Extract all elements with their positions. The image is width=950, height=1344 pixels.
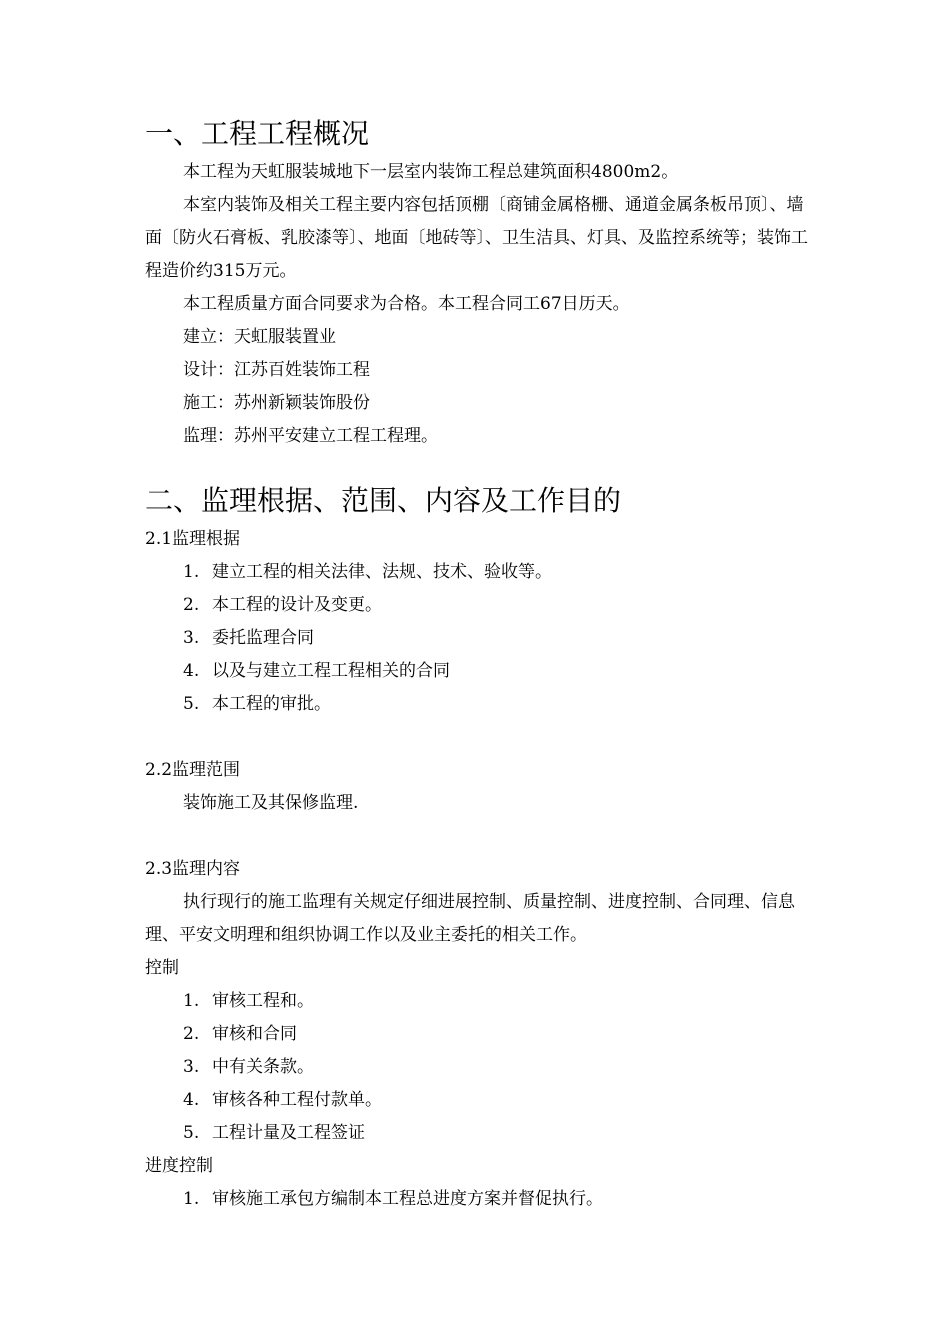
project-quality-paragraph: 本工程质量方面合同要求为合格。本工程合同工67日历天。 [183,294,630,314]
list-item [145,1183,810,1216]
list-item-number: 2. [183,1024,200,1044]
project-area-paragraph: 本工程为天虹服装城地下一层室内装饰工程总建筑面积4800m2。 [183,162,679,182]
list-item-text: 审核各种工程付款单。 [212,1090,382,1110]
basis-heading: 2.1监理根据 [145,529,241,549]
list-item [145,1018,810,1051]
list-item-number: 3. [183,628,200,648]
list-item-number: 5. [183,694,200,714]
section-1-title: 一、工程工程概况 [145,117,370,150]
list-item-number: 2. [183,595,200,615]
list-item-text: 以及与建立工程工程相关的合同 [212,661,450,681]
list-item [145,655,810,688]
list-item [145,556,810,589]
list-item-text: 建立工程的相关法律、法规、技术、验收等。 [212,562,552,582]
supervisor-line: 监理：苏州平安建立工程工程理。 [183,426,438,446]
list-item-number: 3. [183,1057,200,1077]
progress-list [145,1183,810,1216]
progress-label: 进度控制 [145,1156,213,1176]
list-item-text: 工程计量及工程签证 [212,1123,365,1143]
content-text: 执行现行的施工监理有关规定仔细进展控制、质量控制、进度控制、合同理、信息理、平安文明理和组织协调工作以及业主委托的相关工作。 [145,892,795,945]
list-item [145,1051,810,1084]
constructor-line: 施工：苏州新颖装饰股份 [183,393,370,413]
list-item-text: 本工程的审批。 [212,694,331,714]
control-list [145,985,810,1150]
list-item [145,985,810,1018]
list-item [145,1117,810,1150]
list-item [145,622,810,655]
list-item-number: 4. [183,661,200,681]
content-heading: 2.3监理内容 [145,859,241,879]
list-item-text: 审核工程和。 [212,991,314,1011]
list-item-text: 审核施工承包方编制本工程总进度方案并督促执行。 [212,1189,603,1209]
scope-text: 装饰施工及其保修监理. [183,793,359,813]
list-item-text: 中有关条款。 [212,1057,314,1077]
list-item-text: 审核和合同 [212,1024,297,1044]
list-item [145,688,810,721]
scope-heading: 2.2监理范围 [145,760,241,780]
designer-line: 设计：江苏百姓装饰工程 [183,360,370,380]
control-label: 控制 [145,958,179,978]
list-item [145,589,810,622]
list-item-number: 1. [183,562,200,582]
list-item [145,1084,810,1117]
project-scope-paragraph: 本室内装饰及相关工程主要内容包括顶棚〔商铺金属格栅、通道金属条板吊顶〕、墙面〔防火石膏板、乳胶漆等〕、地面〔地砖等〕、卫生洁具、灯具、及监控系统等；装饰工程造价约315万元。 [145,195,808,281]
list-item-text: 委托监理合同 [212,628,314,648]
list-item-number: 4. [183,1090,200,1110]
basis-list [145,556,810,721]
document-page [145,112,810,1216]
list-item-text: 本工程的设计及变更。 [212,595,382,615]
list-item-number: 1. [183,1189,200,1209]
section-2-title: 二、监理根据、范围、内容及工作目的 [145,484,622,517]
builder-line: 建立：天虹服装置业 [183,327,336,347]
list-item-number: 5. [183,1123,200,1143]
list-item-number: 1. [183,991,200,1011]
